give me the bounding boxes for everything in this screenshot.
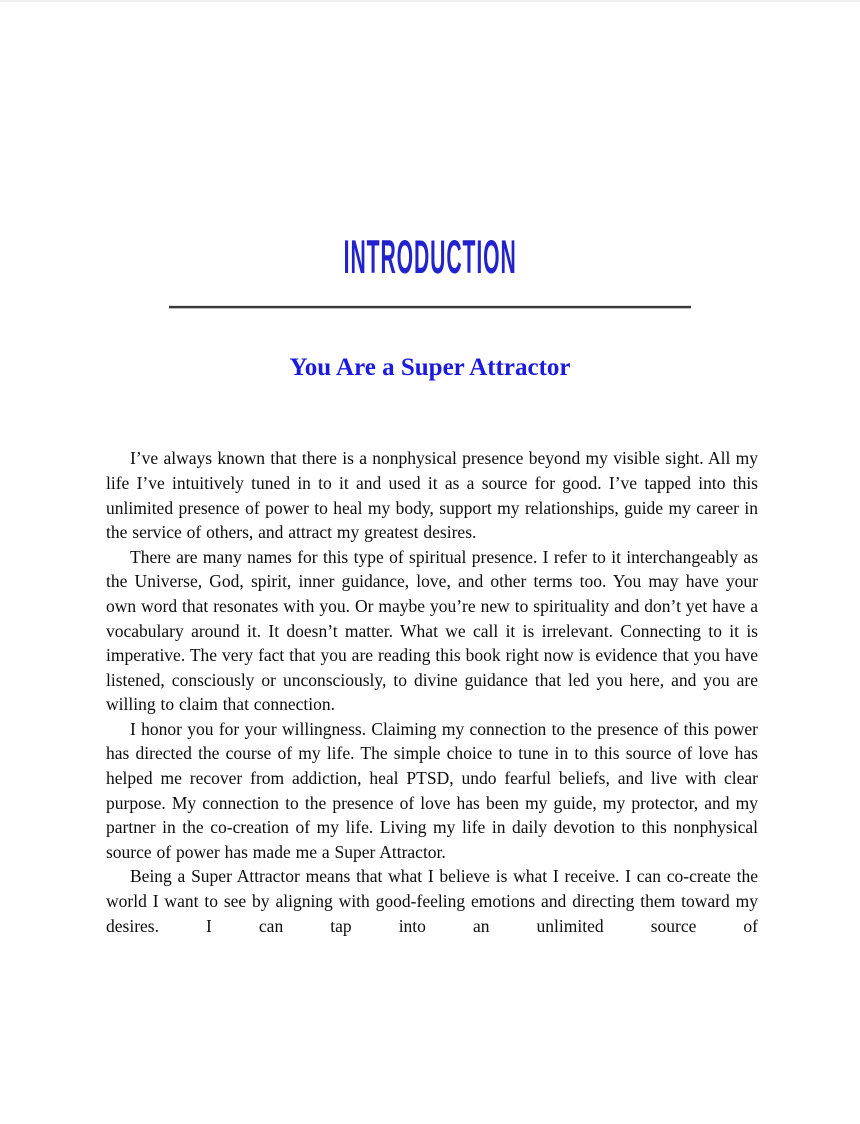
chapter-title <box>0 0 860 281</box>
chapter-divider <box>169 305 691 309</box>
body-paragraph: I’ve always known that there is a nonphysical presence beyond my visible sight. All my life I’ve intuitively tuned in to it and used it as a source for good. I’ve tapped into this unlimited presence of power to heal my body, support my relationships, guide my career in the service of others, and attract my greatest desires. <box>106 448 758 543</box>
body-text <box>0 446 860 938</box>
body-paragraph: Being a Super Attractor means that what I believe is what I receive. I can co-create the world I want to see by aligning with good-feeling emotions and directing them toward my desires. I can tap into an unlimited source of <box>106 866 758 936</box>
section-subtitle: You Are a Super Attractor <box>289 354 571 382</box>
page-top-edge-line <box>0 0 860 2</box>
body-paragraph: There are many names for this type of spiritual presence. I refer to it interchangeably as the Universe, God, spirit, inner guidance, love, and other terms too. You may have your own word that resonates with you. Or maybe you’re new to spirituality and don’t yet have a vocabulary around it. It doesn’t matter. What we call it is irrelevant. Connecting to it is imperative. The very fact that you are reading this book right now is evidence that you have listened, consciously or unconsciously, to divine guidance that led you here, and you are willing to claim that connection. <box>106 546 758 715</box>
chapter-title-text: INTRODUCTION <box>343 230 517 283</box>
body-paragraph: I honor you for your willingness. Claiming my connection to the presence of this power has directed the course of my life. The simple choice to tune in to this source of love has helped me recover from addiction, heal PTSD, undo fearful beliefs, and live with clear purpose. My connection to the presence of love has been my guide, my protector, and my partner in the co-creation of my life. Living my life in daily devotion to this nonphysical source of power has made me a Super Attractor. <box>106 718 758 862</box>
